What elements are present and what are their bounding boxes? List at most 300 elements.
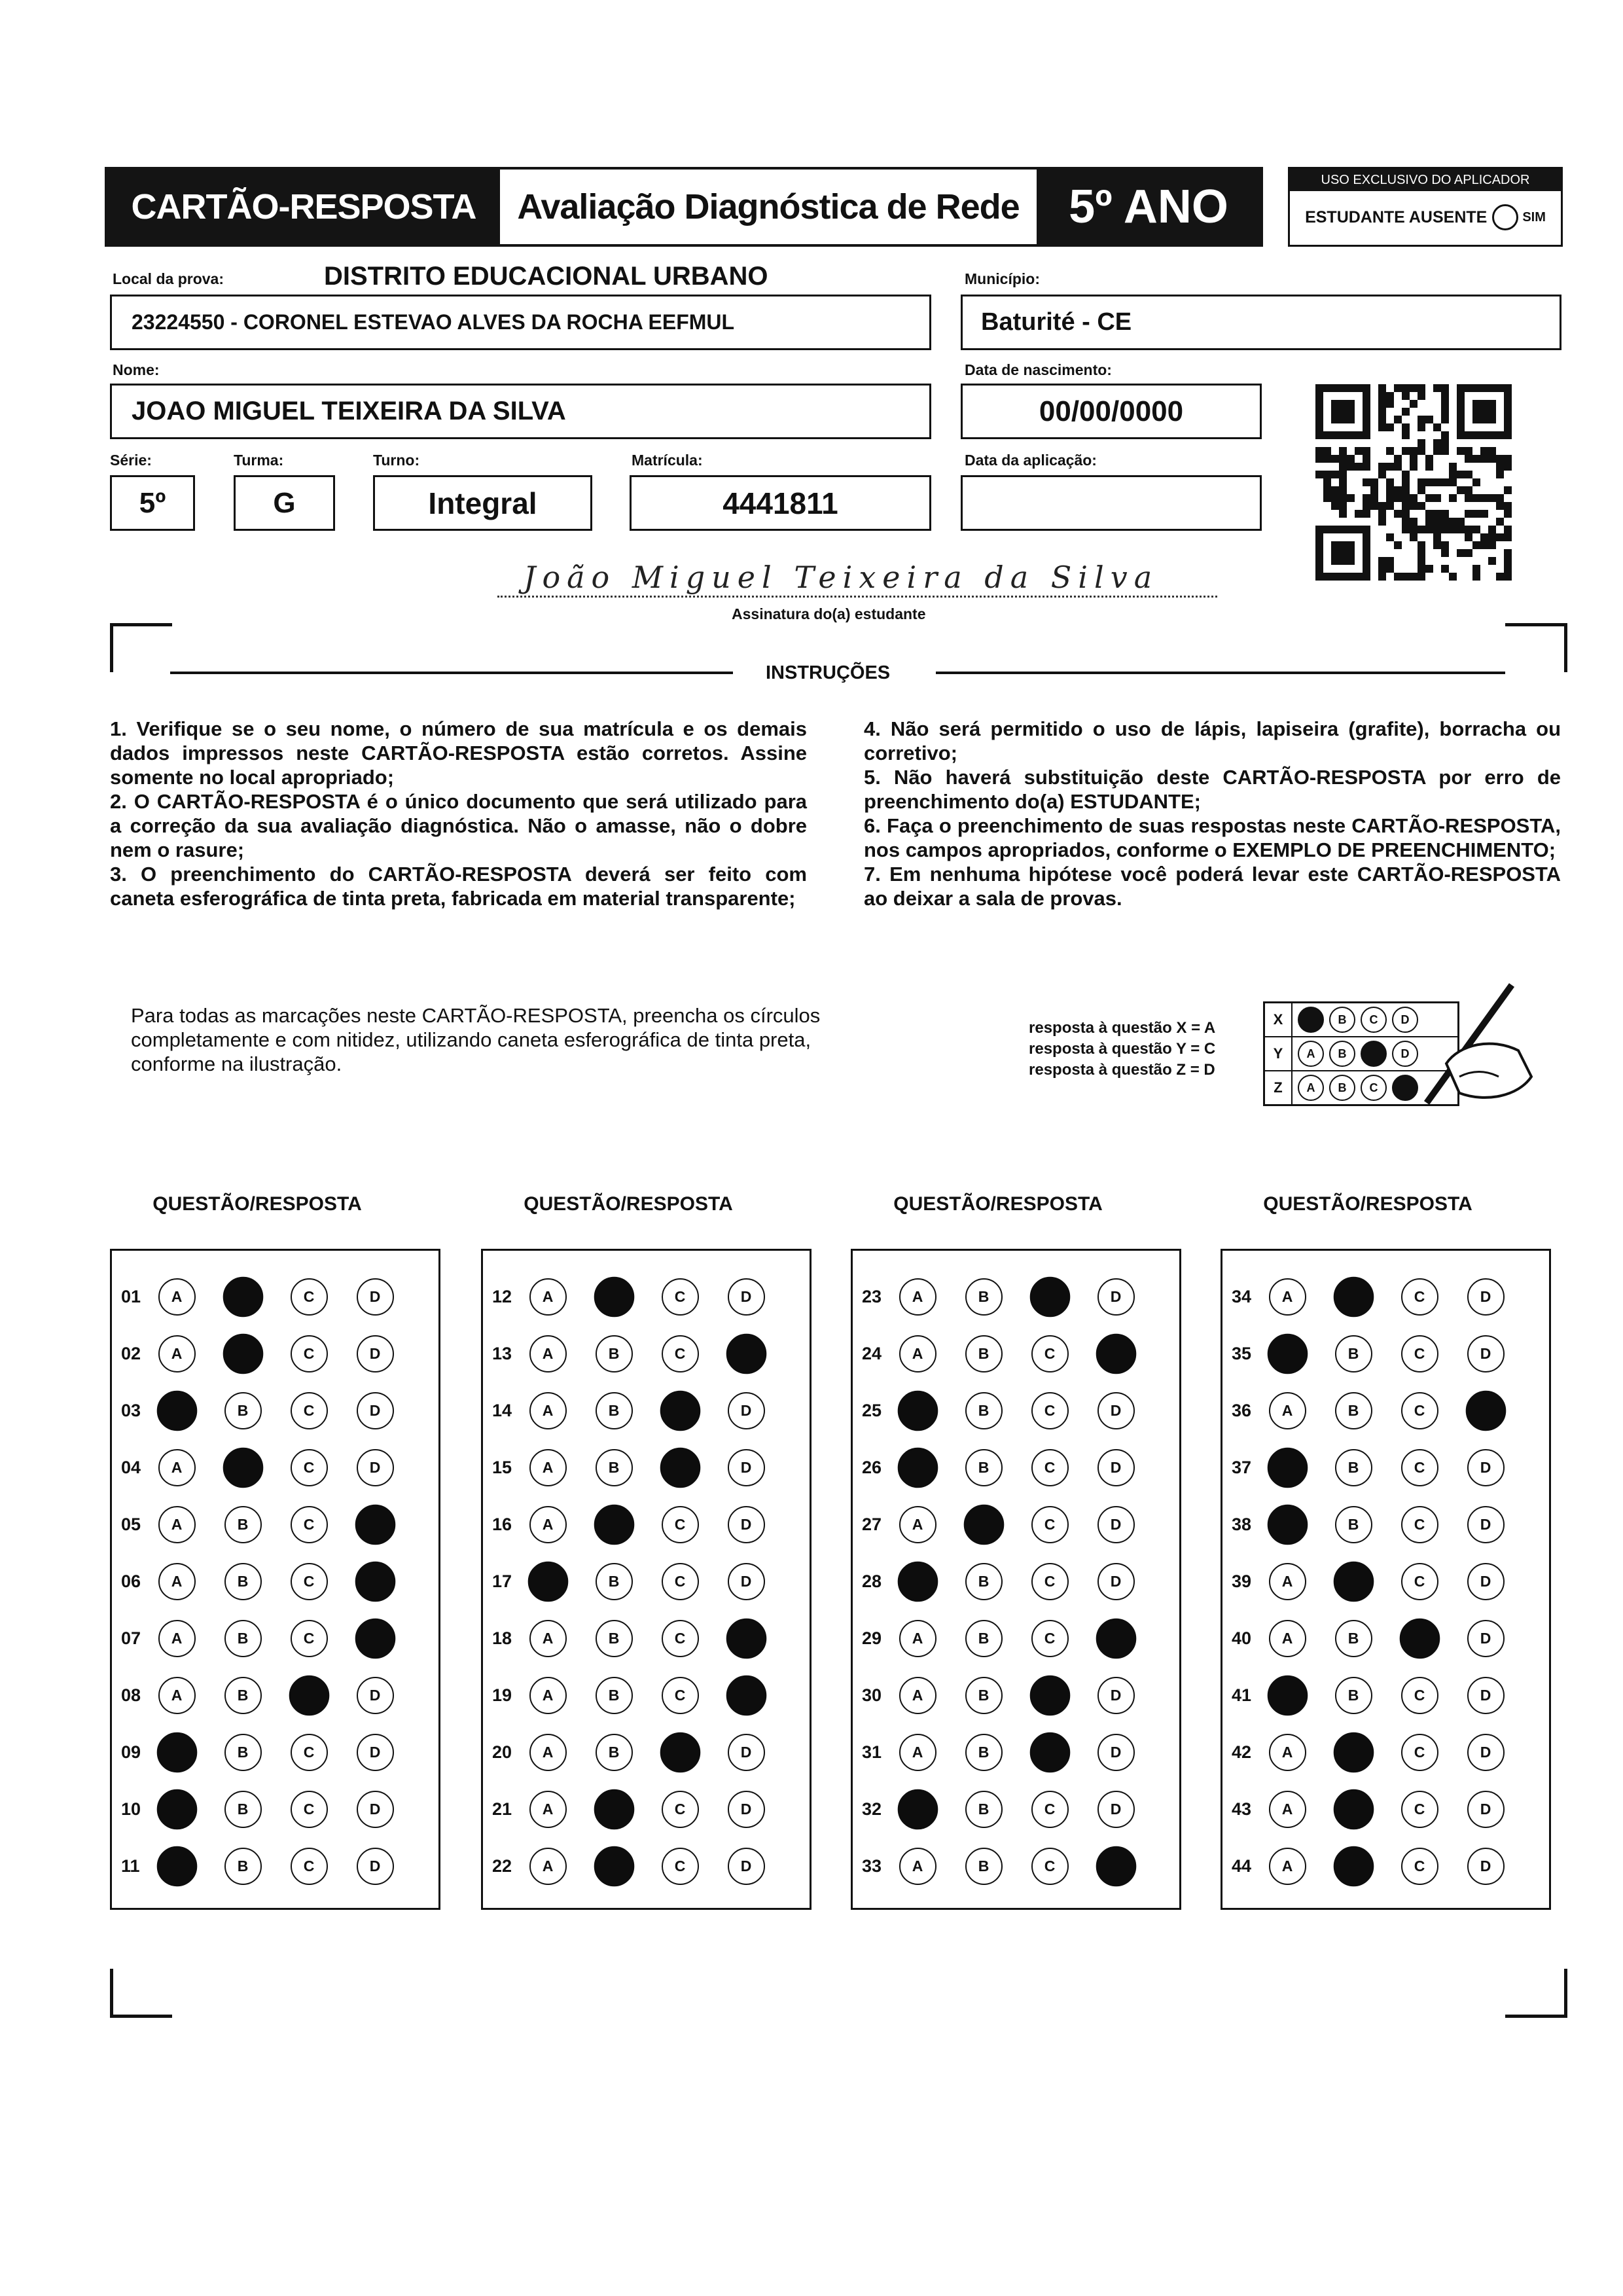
option-cell: [1466, 1619, 1505, 1658]
option-cell: [289, 1334, 329, 1373]
answer-bubble-c[interactable]: [1029, 1675, 1070, 1715]
option-cell: [1400, 1334, 1439, 1373]
nome-value: JOAO MIGUEL TEIXEIRA DA SILVA: [132, 397, 566, 425]
answer-bubble-b[interactable]: B: [1335, 1392, 1372, 1429]
answer-bubble-c[interactable]: [289, 1675, 329, 1715]
answer-bubble-b[interactable]: B: [965, 1278, 1003, 1316]
column-header: QUESTÃO/RESPOSTA: [893, 1193, 1103, 1215]
answer-bubble-a[interactable]: A: [1269, 1278, 1306, 1316]
option-cell: [726, 1619, 766, 1658]
option-cell: [964, 1505, 1003, 1544]
answer-bubble-a[interactable]: A: [529, 1848, 567, 1885]
municipio-field: [961, 295, 1561, 350]
answer-bubble-a[interactable]: A: [529, 1791, 567, 1828]
example-bubble: A: [1298, 1041, 1324, 1067]
answer-bubble-c[interactable]: C: [662, 1506, 699, 1543]
answer-bubble-c[interactable]: C: [1401, 1791, 1438, 1828]
answer-bubble-a[interactable]: [156, 1846, 197, 1886]
answer-bubble-d[interactable]: D: [1467, 1335, 1505, 1372]
question-number: 44: [1232, 1856, 1252, 1876]
answer-bubble-c[interactable]: C: [1401, 1506, 1438, 1543]
answer-bubble-c[interactable]: C: [1401, 1734, 1438, 1771]
answer-bubble-d[interactable]: [1096, 1333, 1136, 1374]
serie-field: [110, 475, 195, 531]
answer-bubble-c[interactable]: C: [291, 1392, 328, 1429]
option-cell: [594, 1676, 633, 1715]
answer-bubble-d[interactable]: D: [1467, 1620, 1505, 1657]
option-cell: [594, 1619, 633, 1658]
option-cell: [355, 1846, 395, 1886]
answer-bubble-d[interactable]: [726, 1618, 766, 1659]
option-cell: [1268, 1789, 1307, 1829]
answer-bubble-b[interactable]: B: [596, 1620, 633, 1657]
answer-bubble-d[interactable]: D: [728, 1848, 765, 1885]
answer-column: [481, 1249, 812, 1910]
answer-bubble-a[interactable]: [1267, 1504, 1308, 1545]
answer-bubble-d[interactable]: D: [357, 1848, 394, 1885]
answer-bubble-c[interactable]: [660, 1732, 700, 1772]
answer-bubble-c[interactable]: C: [662, 1677, 699, 1714]
option-cell: [157, 1789, 196, 1829]
instruction-7: 7. Em nenhuma hipótese você poderá levar este CARTÃO-RESPOSTA ao deixar a sala de provas.: [864, 863, 1561, 910]
question-number: 02: [121, 1343, 141, 1363]
option-cell: [355, 1789, 395, 1829]
answer-bubble-b[interactable]: B: [965, 1449, 1003, 1486]
answer-bubble-a[interactable]: A: [158, 1506, 196, 1543]
option-cell: [289, 1562, 329, 1601]
answer-bubble-d[interactable]: D: [728, 1734, 765, 1771]
answer-bubble-a[interactable]: [1267, 1447, 1308, 1488]
answer-bubble-d[interactable]: D: [357, 1449, 394, 1486]
answer-bubble-d[interactable]: D: [357, 1677, 394, 1714]
exam-title: Avaliação Diagnóstica de Rede: [500, 170, 1037, 244]
answer-bubble-d[interactable]: D: [1097, 1449, 1135, 1486]
answer-bubble-d[interactable]: D: [357, 1791, 394, 1828]
answer-bubble-a[interactable]: A: [158, 1620, 196, 1657]
answer-bubble-b[interactable]: [1333, 1732, 1374, 1772]
answer-bubble-b[interactable]: [223, 1333, 263, 1374]
option-cell: [355, 1619, 395, 1658]
answer-bubble-a[interactable]: A: [1269, 1392, 1306, 1429]
option-cell: [660, 1391, 700, 1430]
answer-bubble-c[interactable]: C: [291, 1734, 328, 1771]
option-cell: [660, 1448, 700, 1487]
answer-bubble-a[interactable]: [897, 1390, 938, 1431]
answer-bubble-b[interactable]: B: [965, 1392, 1003, 1429]
option-cell: [355, 1676, 395, 1715]
question-number: 23: [862, 1286, 882, 1306]
answer-bubble-c[interactable]: [660, 1447, 700, 1488]
answer-bubble-a[interactable]: A: [899, 1848, 936, 1885]
option-cell: [157, 1846, 196, 1886]
answer-bubble-b[interactable]: B: [965, 1620, 1003, 1657]
answer-bubble-a[interactable]: A: [1269, 1620, 1306, 1657]
option-cell: [1030, 1448, 1069, 1487]
question-number: 21: [492, 1799, 512, 1819]
answer-bubble-a[interactable]: A: [529, 1335, 567, 1372]
answer-bubble-b[interactable]: B: [1335, 1620, 1372, 1657]
option-cell: [964, 1448, 1003, 1487]
answer-bubble-c[interactable]: C: [291, 1848, 328, 1885]
option-cell: [594, 1448, 633, 1487]
answer-bubble-a[interactable]: A: [899, 1620, 936, 1657]
answer-bubble-a[interactable]: A: [899, 1335, 936, 1372]
answer-bubble-a[interactable]: A: [158, 1449, 196, 1486]
option-cell: [1030, 1334, 1069, 1373]
option-cell: [898, 1732, 937, 1772]
answer-bubble-a[interactable]: A: [899, 1734, 936, 1771]
answer-bubble-c[interactable]: C: [662, 1278, 699, 1316]
option-cell: [1334, 1277, 1373, 1316]
answer-bubble-b[interactable]: B: [596, 1677, 633, 1714]
signature: João Miguel Teixeira da Silva: [524, 560, 1159, 595]
answer-bubble-c[interactable]: C: [662, 1620, 699, 1657]
answer-bubble-a[interactable]: A: [1269, 1848, 1306, 1885]
question-row: [853, 1391, 1179, 1430]
question-row: [1222, 1562, 1549, 1601]
answer-bubble-b[interactable]: [594, 1276, 634, 1317]
answer-bubble-b[interactable]: B: [224, 1791, 262, 1828]
answer-bubble-d[interactable]: [726, 1675, 766, 1715]
card-title: CARTÃO-RESPOSTA: [107, 170, 500, 244]
answer-bubble-c[interactable]: C: [291, 1791, 328, 1828]
answer-bubble-b[interactable]: B: [965, 1791, 1003, 1828]
absent-checkbox[interactable]: [1492, 204, 1518, 230]
option-cell: [1268, 1732, 1307, 1772]
answer-bubble-c[interactable]: C: [1031, 1563, 1069, 1600]
signature-label: Assinatura do(a) estudante: [732, 605, 926, 622]
instruction-3: 3. O preenchimento do CARTÃO-RESPOSTA deverá ser feito com caneta esferográfica de tinta preta, fabricada em material transparente;: [110, 863, 807, 910]
question-number: 08: [121, 1685, 141, 1705]
option-cell: [1096, 1448, 1135, 1487]
column-header: QUESTÃO/RESPOSTA: [524, 1193, 733, 1215]
option-cell: [1400, 1505, 1439, 1544]
answer-bubble-d[interactable]: D: [1097, 1392, 1135, 1429]
answer-bubble-d[interactable]: D: [1467, 1506, 1505, 1543]
local-value: DISTRITO EDUCACIONAL URBANO: [324, 262, 768, 291]
example-bubble: C: [1361, 1075, 1387, 1101]
answer-bubble-a[interactable]: [527, 1561, 568, 1602]
option-cell: [1400, 1619, 1439, 1658]
question-row: [1222, 1846, 1549, 1886]
answer-bubble-c[interactable]: C: [1031, 1449, 1069, 1486]
answer-bubble-b[interactable]: [594, 1789, 634, 1829]
answer-bubble-a[interactable]: [897, 1561, 938, 1602]
answer-bubble-d[interactable]: D: [1097, 1278, 1135, 1316]
answer-bubble-c[interactable]: [1029, 1276, 1070, 1317]
answer-bubble-a[interactable]: A: [1269, 1791, 1306, 1828]
answer-bubble-d[interactable]: D: [1467, 1734, 1505, 1771]
option-cell: [726, 1334, 766, 1373]
nome-label: Nome:: [113, 361, 160, 378]
question-number: 04: [121, 1457, 141, 1477]
answer-bubble-c[interactable]: C: [291, 1335, 328, 1372]
option-cell: [157, 1505, 196, 1544]
answer-bubble-c[interactable]: C: [291, 1278, 328, 1316]
answer-bubble-a[interactable]: A: [158, 1335, 196, 1372]
option-cell: [289, 1391, 329, 1430]
answer-bubble-c[interactable]: C: [1401, 1677, 1438, 1714]
answer-bubble-a[interactable]: A: [529, 1734, 567, 1771]
option-cell: [1466, 1789, 1505, 1829]
answer-bubble-b[interactable]: B: [224, 1563, 262, 1600]
answer-bubble-d[interactable]: D: [1467, 1278, 1505, 1316]
option-cell: [1030, 1846, 1069, 1886]
answer-bubble-c[interactable]: C: [1031, 1791, 1069, 1828]
answer-bubble-d[interactable]: D: [1467, 1677, 1505, 1714]
answer-bubble-d[interactable]: D: [1097, 1677, 1135, 1714]
answer-bubble-c[interactable]: C: [1401, 1449, 1438, 1486]
answer-bubble-b[interactable]: [223, 1447, 263, 1488]
option-cell: [528, 1562, 567, 1601]
turma-field: [234, 475, 335, 531]
instructions-right: [864, 717, 1561, 910]
question-number: 22: [492, 1856, 512, 1876]
answer-bubble-d[interactable]: [1096, 1846, 1136, 1886]
answer-bubble-d[interactable]: D: [1097, 1791, 1135, 1828]
question-number: 11: [121, 1856, 140, 1876]
serie-label: Série:: [110, 452, 152, 469]
answer-bubble-d[interactable]: [1465, 1390, 1506, 1431]
answer-bubble-d[interactable]: D: [1097, 1506, 1135, 1543]
answer-bubble-a[interactable]: A: [529, 1392, 567, 1429]
question-row: [1222, 1448, 1549, 1487]
answer-bubble-d[interactable]: D: [1467, 1791, 1505, 1828]
question-row: [112, 1562, 438, 1601]
answer-bubble-d[interactable]: D: [1097, 1563, 1135, 1600]
answer-bubble-c[interactable]: [1399, 1618, 1440, 1659]
answer-bubble-b[interactable]: [1333, 1561, 1374, 1602]
answer-bubble-b[interactable]: B: [1335, 1506, 1372, 1543]
answer-bubble-b[interactable]: B: [1335, 1335, 1372, 1372]
answer-bubble-a[interactable]: A: [529, 1278, 567, 1316]
question-number: 03: [121, 1400, 141, 1420]
option-cell: [528, 1391, 567, 1430]
answer-bubble-c[interactable]: C: [1031, 1848, 1069, 1885]
answer-bubble-d[interactable]: D: [1467, 1848, 1505, 1885]
answer-bubble-d[interactable]: D: [1097, 1734, 1135, 1771]
answer-bubble-d[interactable]: D: [728, 1791, 765, 1828]
answer-bubble-b[interactable]: B: [224, 1392, 262, 1429]
option-cell: [1466, 1277, 1505, 1316]
answer-bubble-c[interactable]: C: [662, 1791, 699, 1828]
answer-bubble-a[interactable]: A: [529, 1620, 567, 1657]
answer-bubble-a[interactable]: A: [158, 1278, 196, 1316]
applicator-label: USO EXCLUSIVO DO APLICADOR: [1290, 169, 1561, 191]
answer-bubble-b[interactable]: B: [596, 1449, 633, 1486]
answer-bubble-c[interactable]: [660, 1390, 700, 1431]
municipio-label: Município:: [965, 270, 1040, 287]
answer-bubble-c[interactable]: C: [1031, 1620, 1069, 1657]
option-cell: [660, 1334, 700, 1373]
option-cell: [223, 1789, 262, 1829]
question-number: 29: [862, 1628, 882, 1648]
option-cell: [528, 1789, 567, 1829]
option-cell: [594, 1789, 633, 1829]
option-cell: [660, 1732, 700, 1772]
option-cell: [1096, 1846, 1135, 1886]
option-cell: [964, 1676, 1003, 1715]
answer-bubble-b[interactable]: B: [224, 1677, 262, 1714]
answer-bubble-a[interactable]: A: [158, 1677, 196, 1714]
option-cell: [157, 1448, 196, 1487]
answer-bubble-d[interactable]: D: [728, 1506, 765, 1543]
option-cell: [223, 1676, 262, 1715]
column-header: QUESTÃO/RESPOSTA: [1263, 1193, 1472, 1215]
answer-bubble-d[interactable]: [355, 1504, 395, 1545]
example-row-key: Z: [1265, 1071, 1293, 1104]
option-cell: [1400, 1732, 1439, 1772]
answer-bubble-b[interactable]: B: [965, 1563, 1003, 1600]
answer-bubble-a[interactable]: A: [529, 1449, 567, 1486]
answer-bubble-d[interactable]: D: [1467, 1449, 1505, 1486]
option-cell: [660, 1789, 700, 1829]
answer-bubble-c[interactable]: C: [291, 1563, 328, 1600]
aplicacao-field[interactable]: [961, 475, 1262, 531]
option-cell: [898, 1562, 937, 1601]
option-cell: [726, 1789, 766, 1829]
question-row: [112, 1448, 438, 1487]
answer-bubble-c[interactable]: C: [1031, 1392, 1069, 1429]
answer-bubble-b[interactable]: B: [596, 1563, 633, 1600]
answer-bubble-a[interactable]: [897, 1789, 938, 1829]
question-row: [1222, 1505, 1549, 1544]
example-bubble: B: [1329, 1041, 1355, 1067]
option-cell: [223, 1846, 262, 1886]
answer-bubble-a[interactable]: A: [899, 1278, 936, 1316]
nascimento-value: 00/00/0000: [1039, 395, 1184, 427]
answer-bubble-b[interactable]: [594, 1846, 634, 1886]
option-cell: [528, 1846, 567, 1886]
answer-bubble-b[interactable]: B: [965, 1734, 1003, 1771]
answer-bubble-a[interactable]: A: [899, 1677, 936, 1714]
answer-bubble-b[interactable]: [963, 1504, 1004, 1545]
answer-bubble-b[interactable]: B: [596, 1734, 633, 1771]
answer-bubble-b[interactable]: [1333, 1789, 1374, 1829]
answer-bubble-b[interactable]: B: [596, 1392, 633, 1429]
option-cell: [289, 1277, 329, 1316]
answer-bubble-a[interactable]: [156, 1789, 197, 1829]
answer-bubble-d[interactable]: [355, 1561, 395, 1602]
answer-bubble-b[interactable]: B: [1335, 1449, 1372, 1486]
answer-bubble-d[interactable]: D: [357, 1734, 394, 1771]
answer-bubble-b[interactable]: [594, 1504, 634, 1545]
question-number: 32: [862, 1799, 882, 1819]
option-cell: [289, 1676, 329, 1715]
answer-bubble-a[interactable]: A: [899, 1506, 936, 1543]
answer-bubble-c[interactable]: C: [291, 1506, 328, 1543]
option-cell: [1268, 1391, 1307, 1430]
answer-bubble-d[interactable]: [726, 1333, 766, 1374]
answer-bubble-d[interactable]: [355, 1618, 395, 1659]
instructions-left: [110, 717, 807, 910]
answer-bubble-b[interactable]: B: [1335, 1677, 1372, 1714]
option-cell: [660, 1562, 700, 1601]
answer-bubble-b[interactable]: B: [965, 1335, 1003, 1372]
turma-value: G: [273, 486, 296, 519]
answer-bubble-a[interactable]: A: [529, 1506, 567, 1543]
option-cell: [1334, 1505, 1373, 1544]
answer-bubble-c[interactable]: C: [662, 1848, 699, 1885]
answer-bubble-d[interactable]: D: [357, 1392, 394, 1429]
option-cell: [528, 1619, 567, 1658]
answer-bubble-b[interactable]: [223, 1276, 263, 1317]
answer-bubble-a[interactable]: A: [158, 1563, 196, 1600]
answer-bubble-a[interactable]: A: [1269, 1734, 1306, 1771]
question-number: 10: [121, 1799, 141, 1819]
option-cell: [1268, 1562, 1307, 1601]
answer-bubble-d[interactable]: [1096, 1618, 1136, 1659]
answer-bubble-d[interactable]: D: [1467, 1563, 1505, 1600]
option-cell: [898, 1676, 937, 1715]
answer-bubble-c[interactable]: [1029, 1732, 1070, 1772]
answer-bubble-d[interactable]: D: [728, 1449, 765, 1486]
question-number: 36: [1232, 1400, 1252, 1420]
answer-bubble-d[interactable]: D: [728, 1563, 765, 1600]
answer-bubble-b[interactable]: [1333, 1846, 1374, 1886]
answer-bubble-a[interactable]: A: [1269, 1563, 1306, 1600]
nome-field: [110, 384, 931, 439]
answer-bubble-b[interactable]: B: [224, 1620, 262, 1657]
example-row-key: X: [1265, 1003, 1293, 1036]
question-number: 34: [1232, 1286, 1252, 1306]
answer-bubble-c[interactable]: C: [291, 1449, 328, 1486]
answer-bubble-c[interactable]: C: [1401, 1278, 1438, 1316]
question-row: [483, 1334, 810, 1373]
option-cell: [1400, 1676, 1439, 1715]
answer-bubble-b[interactable]: B: [596, 1335, 633, 1372]
answer-bubble-d[interactable]: D: [728, 1392, 765, 1429]
answer-bubble-d[interactable]: D: [357, 1335, 394, 1372]
option-cell: [1400, 1277, 1439, 1316]
answer-bubble-c[interactable]: C: [1401, 1392, 1438, 1429]
answer-bubble-d[interactable]: D: [357, 1278, 394, 1316]
question-number: 33: [862, 1856, 882, 1876]
corner-mark-bottom-right: [1505, 1969, 1567, 2018]
option-cell: [1334, 1619, 1373, 1658]
option-cell: [528, 1448, 567, 1487]
answer-bubble-c[interactable]: C: [662, 1563, 699, 1600]
question-row: [853, 1334, 1179, 1373]
answer-bubble-c[interactable]: C: [1401, 1563, 1438, 1600]
answer-bubble-d[interactable]: D: [728, 1278, 765, 1316]
answer-bubble-a[interactable]: [1267, 1675, 1308, 1715]
answer-bubble-c[interactable]: C: [1031, 1335, 1069, 1372]
answer-bubble-c[interactable]: C: [1401, 1335, 1438, 1372]
school-value: 23224550 - CORONEL ESTEVAO ALVES DA ROCHA EEFMUL: [132, 310, 735, 334]
question-number: 38: [1232, 1514, 1252, 1534]
answer-bubble-a[interactable]: [156, 1390, 197, 1431]
answer-bubble-a[interactable]: [897, 1447, 938, 1488]
answer-bubble-b[interactable]: B: [224, 1848, 262, 1885]
answer-bubble-b[interactable]: [1333, 1276, 1374, 1317]
instruction-4: 4. Não será permitido o uso de lápis, lapiseira (grafite), borracha ou corretivo;: [864, 717, 1561, 764]
answer-bubble-a[interactable]: [1267, 1333, 1308, 1374]
example-legend-y: resposta à questão Y = C: [1029, 1040, 1216, 1058]
answer-bubble-c[interactable]: C: [1401, 1848, 1438, 1885]
aplicacao-label: Data da aplicação:: [965, 452, 1097, 469]
nascimento-label: Data de nascimento:: [965, 361, 1112, 378]
answer-bubble-a[interactable]: [156, 1732, 197, 1772]
answer-bubble-c[interactable]: C: [1031, 1506, 1069, 1543]
answer-bubble-b[interactable]: B: [965, 1677, 1003, 1714]
answer-bubble-b[interactable]: B: [224, 1506, 262, 1543]
answer-bubble-c[interactable]: C: [662, 1335, 699, 1372]
answer-bubble-a[interactable]: A: [529, 1677, 567, 1714]
answer-bubble-b[interactable]: B: [965, 1848, 1003, 1885]
answer-bubble-b[interactable]: B: [224, 1734, 262, 1771]
answer-bubble-c[interactable]: C: [291, 1620, 328, 1657]
